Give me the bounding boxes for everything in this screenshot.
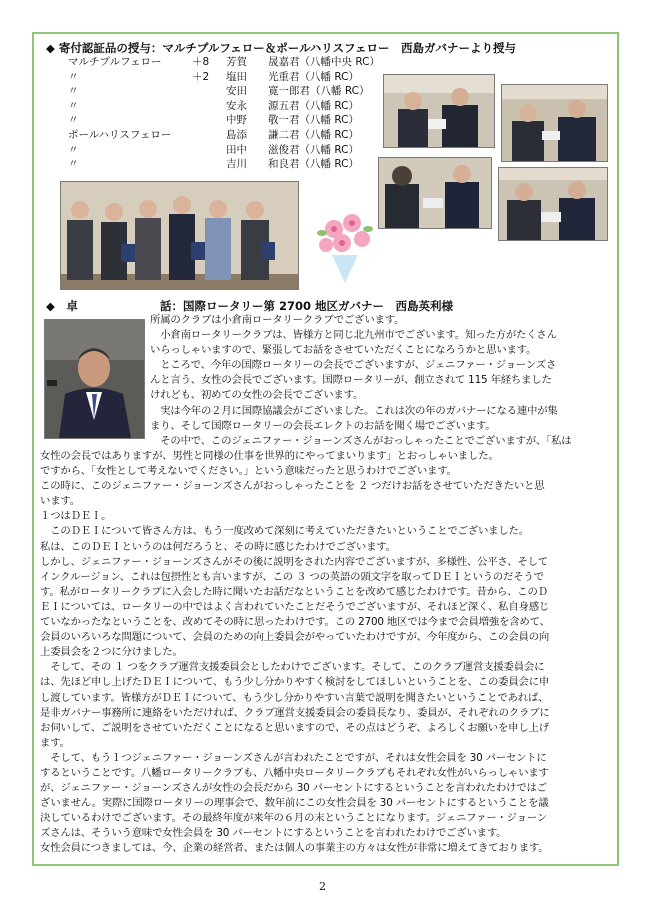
speech-text-beside-photo [150, 313, 615, 449]
ceremony-photo-1 [383, 74, 495, 148]
award-club: 寛一郎君（八幡 RC） [268, 85, 370, 98]
flower-decoration [312, 205, 378, 285]
group-photo [60, 181, 299, 290]
speech-line: しかし、ジェニファー・ジョーンズさんがその後に説明をされた内容でございますが、多様性、公平さ、そして [40, 555, 548, 568]
speech-line: います。 [40, 495, 80, 508]
speech-line: まり、そして国際ロータリーの会長エレクトのお話を聞く場でございます。 [150, 419, 496, 432]
award-category: 〃 [68, 158, 79, 171]
speech-line: そして、もう１つジェニファー・ジョーンズさんが言われたことですが、それは女性会員を 30 パーセントに [40, 751, 547, 764]
award-name: 安永 [226, 99, 247, 112]
speech-line: ざいません。実際に国際ロータリーの理事会で、数年前にこの女性会員を 30 パーセントにするということを議 [40, 797, 549, 810]
speech-line: 女性会員につきましては、今、企業の経営者、または個人の事業主の方々は女性が非常に増えてきております。 [40, 842, 549, 855]
award-club: 滋俊君（八幡 RC） [268, 143, 359, 156]
speech-line: １つはＤＥＩ。 [40, 510, 112, 523]
speech-line: し渡しています。皆様方がＤＥＩについて、もう少し分かりやすい言葉で説明を聞きたいということであれば、 [40, 691, 549, 704]
speech-line: 是非ガバナー事務所に連絡をいただければ、クラブ運営支援委員会の委員長なり、委員が、それぞれのクラブに [40, 706, 550, 719]
speech-line: お伺いして、ご説明をさせていただくことになると思いますので、その点はどうぞ、よろしくお願いを申し上げ [40, 721, 549, 734]
speech-line: その中で、このジェニファー・ジョーンズさんがおっしゃったことでございますが、「私は [150, 434, 572, 447]
award-category: ポールハリスフェロー [68, 128, 172, 141]
award-category: マルチプルフェロー [68, 56, 162, 68]
award-category: 〃 [68, 114, 79, 127]
speech-line: ＥＩについては、ロータリーの中ではよく言われていたことだそうでございますが、それほど深く、私自身感じ [40, 600, 550, 613]
speech-line: ていなかったなということを、改めてその時に思ったわけです。この 2700 地区では今まで会員増強を含めて、 [40, 616, 550, 629]
speech-text-body [40, 449, 620, 857]
award-name: 田中 [226, 143, 247, 156]
award-name: 中野 [226, 114, 247, 127]
speech-subtitle: 話：国際ロータリー第 2700 地区ガバナー 西島英利様 [160, 299, 454, 313]
speech-line: 小倉南ロータリークラブは、皆様方と同じ北九州市でございます。知った方がたくさん [150, 329, 557, 342]
award-category: 〃 [68, 85, 79, 98]
award-name: 島添 [226, 128, 247, 141]
speech-line: そして、その １ つをクラブ運営支援委員会としたわけでございます。そして、このクラブ運営支援委員会に [40, 661, 545, 674]
award-club: 源五君（八幡 RC） [268, 99, 359, 112]
award-club: 光重君（八幡 RC） [268, 70, 359, 83]
speech-line: 会員のいろいろな問題について、会員のための向上委員会がやっていたわけですが、今年度から、この会員の向 [40, 631, 550, 644]
speech-line: が、ジェニファー・ジョーンズさんが女性の会長だから 30 パーセントにするということを言われたわけではご [40, 782, 547, 795]
speech-marker: ◆ 卓 [46, 299, 78, 313]
award-name: 安田 [226, 85, 247, 98]
speech-line: 私は、このＤＥＩというのは何だろうと、その時に感じたわけでございます。 [40, 540, 396, 553]
ceremony-photo-2 [501, 84, 608, 162]
speech-line: 所属のクラブは小倉南ロータリークラブでございます。 [150, 314, 405, 326]
award-name: 芳賀 [226, 56, 247, 68]
speech-line: は、先ほど申し上げたＤＥＩについて、もう少し分かりやすく検討をしてほしいということを、この委員会に申 [40, 676, 550, 689]
speech-line: 上委員会を２つに分けました。 [40, 646, 183, 659]
award-club: 謙二君（八幡 RC） [268, 128, 359, 141]
award-section-title: ◆ 寄付認証品の授与：マルチプルフェロー＆ポールハリスフェロー 西島ガバナーより授与 [46, 41, 516, 55]
speech-line: んと言う、女性の会長でございます。国際ロータリーが、創立されて 115 年経ちました [150, 374, 552, 387]
speech-line: ですから、「女性として考えないでください。」という意味だったと思うわけでございます。 [40, 465, 457, 478]
speech-line: 決しているわけでございます。その最終年度が来年の６月の末ということになります。ジェニファー・ジョーン [40, 812, 548, 825]
award-level: ＋8 [192, 56, 210, 68]
speech-line: ズさんは、そういう意味で女性会員を 30 パーセントにするということを言われたわけでございます。 [40, 827, 507, 840]
speech-line: す。私がロータリークラブに入会した時に聞いたお話だなということを改めて感じたわけです。昔から、このＤ [40, 585, 548, 598]
award-category: 〃 [68, 99, 79, 112]
speech-line: インクルージョン、これは包摂性とも言いますが、この ３ つの英語の頭文字を取ってＤＥＩというのだそうで [40, 570, 544, 583]
award-category: 〃 [68, 143, 79, 156]
award-club: 和良君（八幡 RC） [268, 158, 359, 171]
ceremony-photo-3 [378, 157, 492, 229]
award-category: 〃 [68, 70, 79, 83]
speech-line: ところで、今年の国際ロータリーの会長でございますが、ジェニファー・ジョーンズさ [150, 359, 557, 372]
speech-line: いらっしゃいますので、緊張してお話をさせていただくことになろうかと思います。 [150, 344, 537, 357]
speech-line: このＤＥＩについて皆さん方は、もう一度改めて深刻に考えていただきたいということでございました。 [40, 525, 529, 538]
award-name: 塩田 [226, 70, 247, 83]
award-club: 晟嘉君（八幡中央 RC） [268, 56, 380, 68]
page-number: 2 [319, 880, 326, 893]
speaker-photo [44, 319, 145, 439]
speech-heading [46, 298, 454, 314]
award-club: 敬一君（八幡 RC） [268, 114, 359, 127]
speech-line: ます。 [40, 736, 70, 749]
speech-line: この時に、このジェニファー・ジョーンズさんがおっしゃったことを ２ つだけお話をさせていただきたいと思 [40, 480, 545, 493]
speech-line: するということです。八幡ロータリークラブも、八幡中央ロータリークラブもそれぞれ女性がいらっしゃいます [40, 766, 549, 779]
ceremony-photo-4 [498, 167, 608, 241]
speech-line: けれども、初めての女性の会長でございます。 [150, 389, 364, 402]
award-name: 吉川 [226, 158, 247, 171]
speech-line: 女性の会長ではありますが、男性と同様の仕事を世界的にやってまいります」とおっしゃいました。 [40, 450, 499, 462]
award-level: ＋2 [192, 70, 210, 83]
speech-line: 実は今年の２月に国際協議会がございました。これは次の年のガバナーになる連中が集 [150, 404, 558, 417]
